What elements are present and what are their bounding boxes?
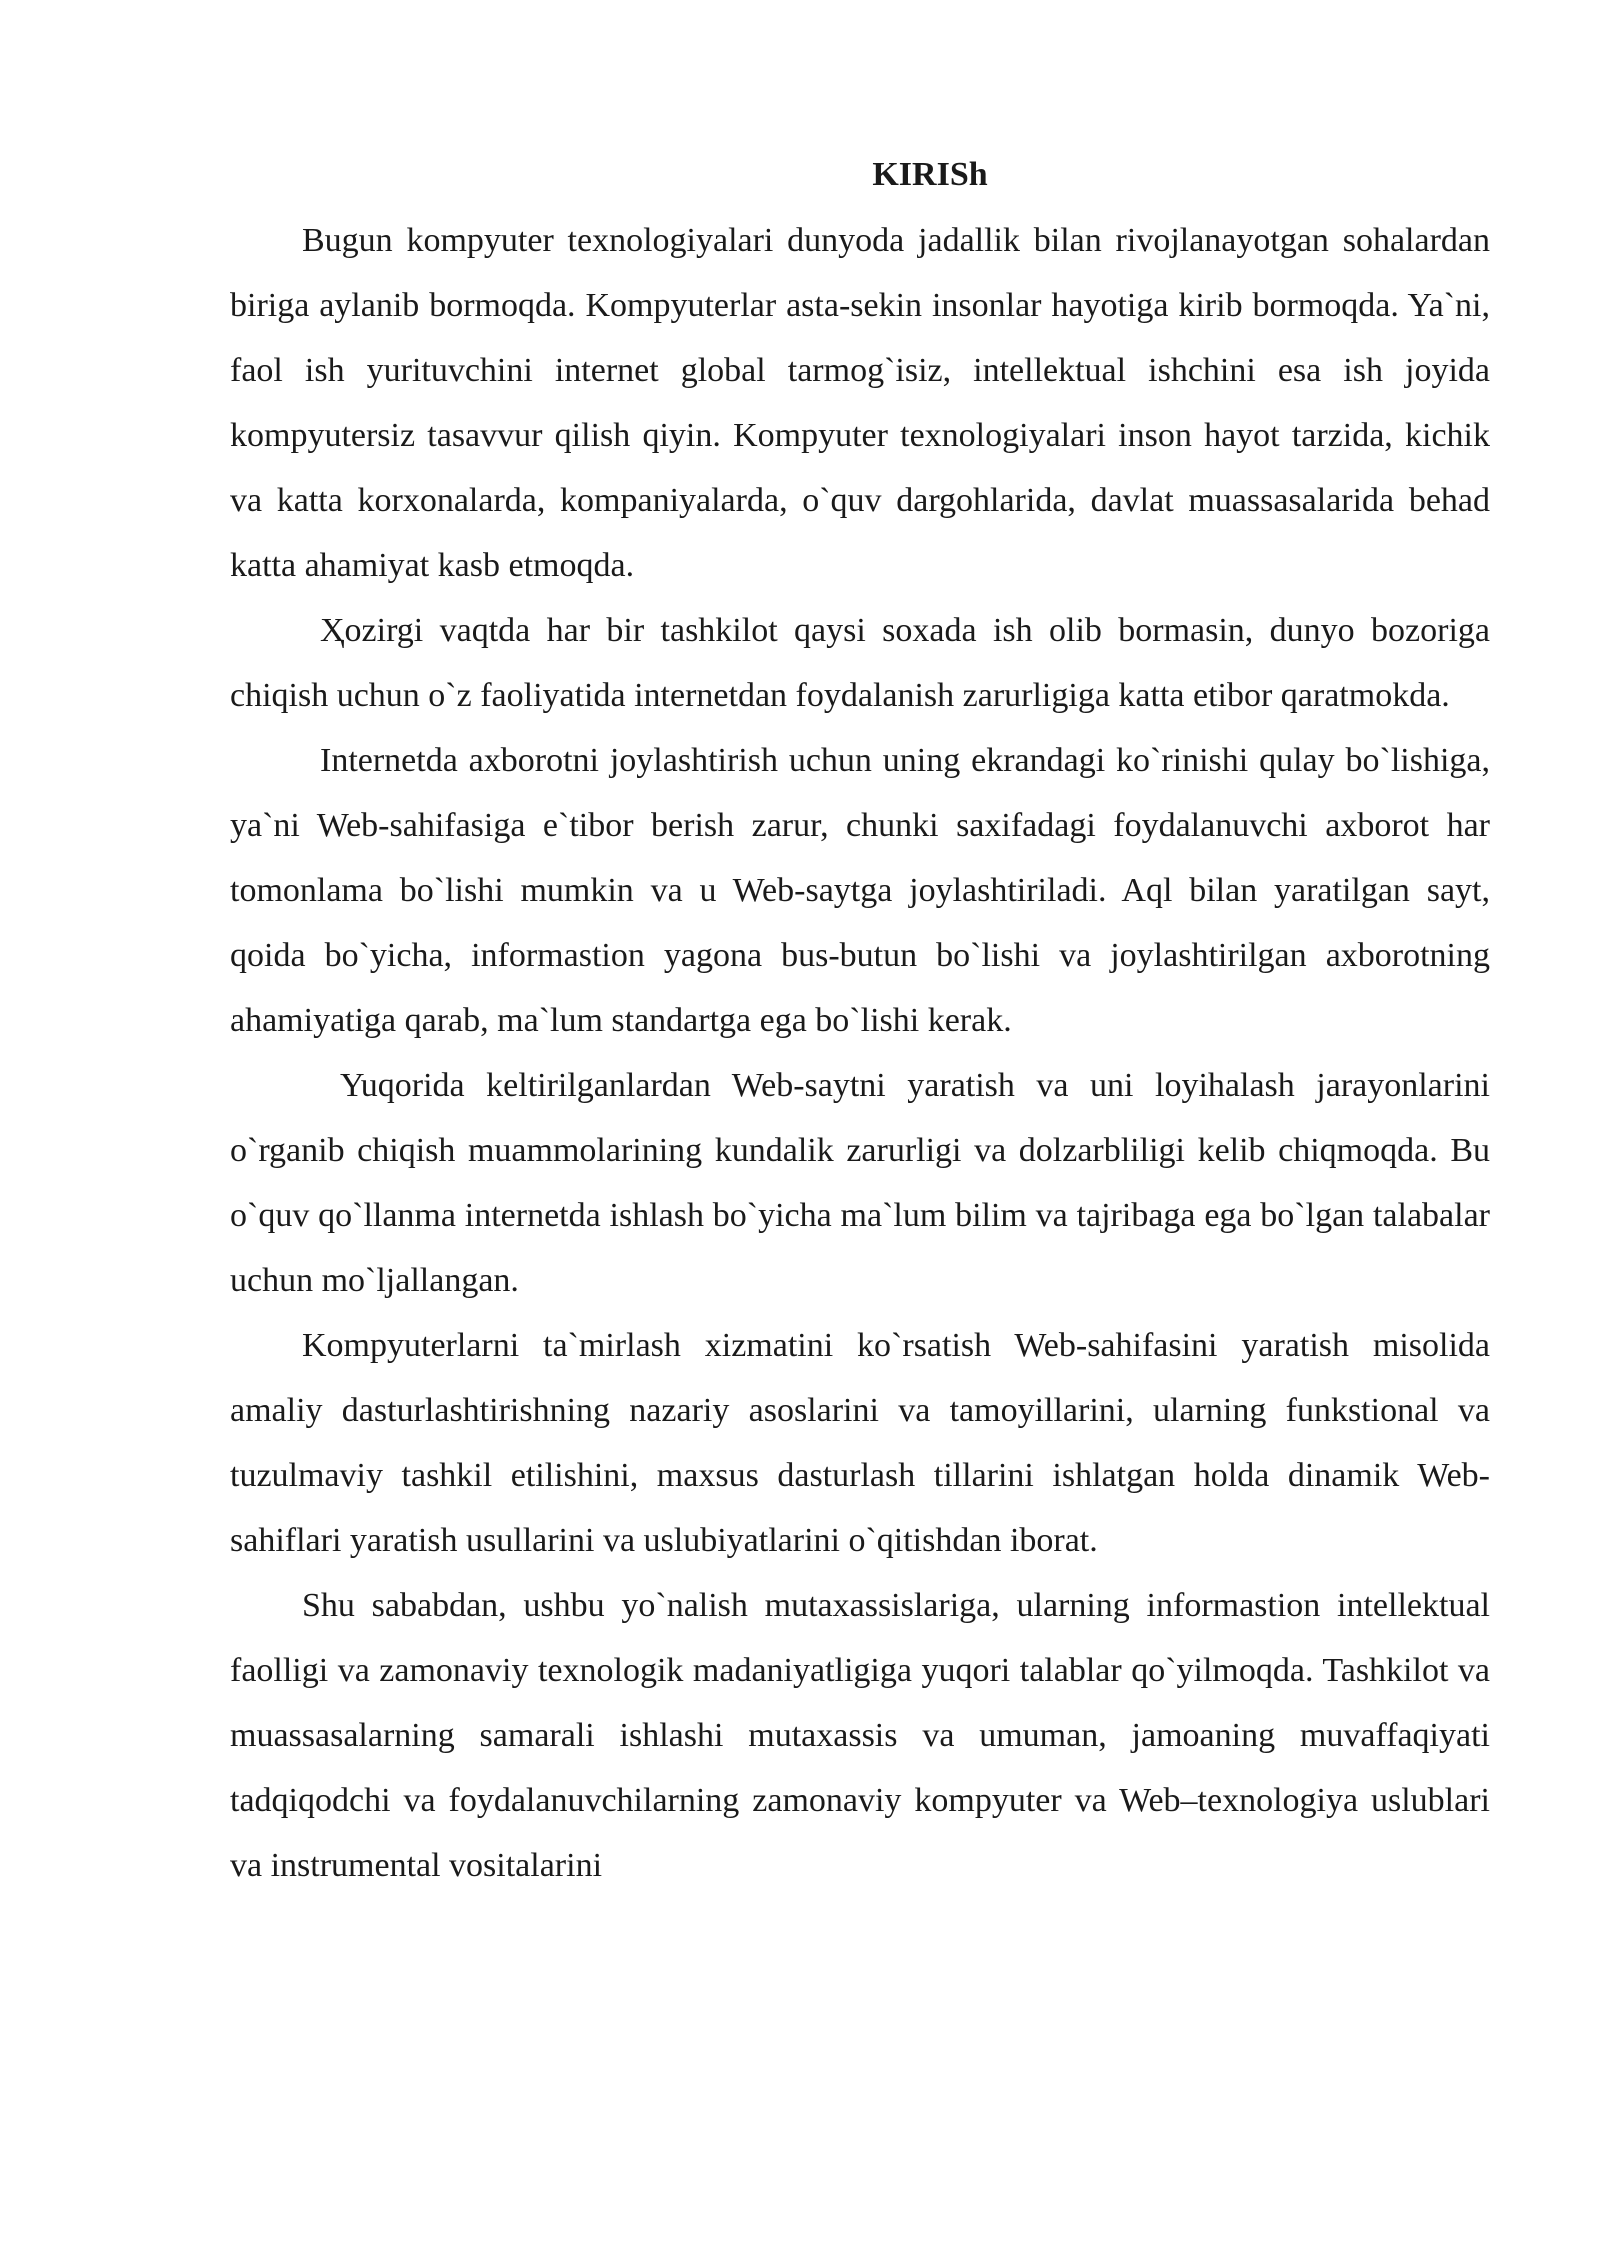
paragraph-3: Internetda axborotni joylashtirish uchun uning ekrandagi ko`rinishi qulay bo`lishiga, ya`ni Web-sahifasiga e`tibor berish zarur, chunki saxifadagi foydalanuvchi axborot har tomonlama bo`lishi mumkin va u Web-saytga joylashtiriladi. Aql bilan yaratilgan sayt, qoida bo`yicha, informastion yagona bus-butun bo`lishi va joylashtirilgan axborotning ahamiyatiga qarab, ma`lum standartga ega bo`lishi kerak. bbox=[230, 742, 1490, 1039]
document-body bbox=[230, 150, 1490, 1898]
paragraph-6: Shu sababdan, ushbu yo`nalish mutaxassislariga, ularning informastion intellektual faolligi va zamonaviy texnologik madaniyatligiga yuqori talablar qo`yilmoqda. Tashkilot va muassasalarning samarali ishlashi mutaxassis va umuman, jamoaning muvaffaqiyati tadqiqodchi va foydalanuvchilarning zamonaviy kompyuter va Web–texnologiya uslublari va instrumental vositalarini bbox=[230, 1587, 1490, 1884]
paragraph-2: Ҳozirgi vaqtda har bir tashkilot qaysi soxada ish olib bormasin, dunyo bozoriga chiqish uchun o`z faoliyatida internetdan foydalanish zarurligiga katta etibor qaratmokda. bbox=[230, 612, 1490, 714]
paragraph-1: Bugun kompyuter texnologiyalari dunyoda jadallik bilan rivojlanayotgan sohalardan biriga aylanib bormoqda. Kompyuterlar asta-sekin insonlar hayotiga kirib bormoqda. Ya`ni, faol ish yurituvchini internet global tarmog`isiz, intellektual ishchini esa ish joyida kompyutersiz tasavvur qilish qiyin. Kompyuter texnologiyalari inson hayot tarzida, kichik va katta korxonalarda, kompaniyalarda, o`quv dargohlarida, davlat muassasalarida behad katta ahamiyat kasb etmoqda. bbox=[230, 222, 1490, 584]
paragraph-5: Kompyuterlarni ta`mirlash xizmatini ko`rsatish Web-sahifasini yaratish misolida amaliy dasturlashtirishning nazariy asoslarini va tamoyillarini, ularning funkstional va tuzulmaviy tashkil etilishini, maxsus dasturlash tillarini ishlatgan holda dinamik Web-sahiflari yaratish usullarini va uslubiyatlarini o`qitishdan iborat. bbox=[230, 1327, 1490, 1559]
paragraph-4: Yuqorida keltirilganlardan Web-saytni yaratish va uni loyihalash jarayonlarini o`rganib chiqish muammolarining kundalik zarurligi va dolzarbliligi kelib chiqmoqda. Bu o`quv qo`llanma internetda ishlash bo`yicha ma`lum bilim va tajribaga ega bo`lgan talabalar uchun mo`ljallangan. bbox=[230, 1067, 1490, 1299]
page-title: KIRISh bbox=[872, 156, 988, 193]
